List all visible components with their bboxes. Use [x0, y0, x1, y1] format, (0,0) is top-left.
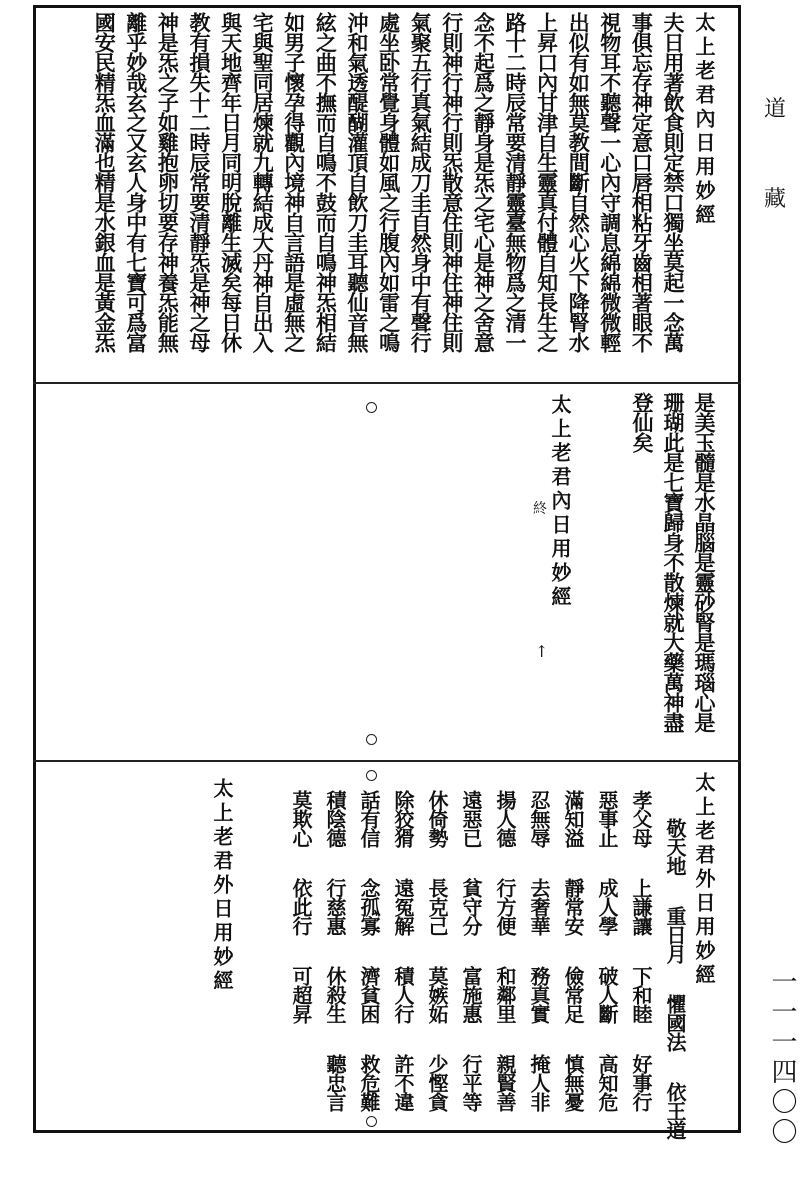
section3-phrase: [287, 1054, 316, 1142]
margin-collection-char-2: 藏: [764, 187, 787, 212]
punctuation-circle-icon: [366, 770, 377, 781]
section3-phrase: 長克己: [425, 878, 449, 935]
section1-line: 沖和氣透醍醐灌頂自飲刀圭耳聽仙音無: [345, 12, 370, 352]
section1-line: 宅與聖同居煉就九轉結成大丹神自出入: [250, 12, 276, 352]
section3-phrase: 下和睦: [629, 966, 653, 1023]
section3-phrase: 敬天地: [663, 818, 687, 875]
section3-column: [287, 790, 316, 1142]
section1-line: 行則神行神行則炁散意住則神住神住則: [439, 12, 465, 352]
section3-phrase: 許不違: [391, 1054, 415, 1111]
end-mark: 終: [533, 501, 547, 517]
section2-line: 登仙矣: [630, 392, 655, 452]
section3-phrase: 富施惠: [459, 966, 483, 1023]
section3-phrase: 孝父母: [629, 790, 653, 847]
section3-phrase: 莫欺心: [289, 790, 313, 847]
section1-title: 太上老君內日用妙經: [692, 12, 716, 228]
section3-phrase: 惡事止: [595, 790, 619, 847]
section3-phrase: 儉常足: [561, 966, 585, 1023]
section3-phrase: 高知危: [595, 1054, 619, 1111]
section3-phrase: 貧守分: [459, 878, 483, 935]
section1-line: 與天地齊年日月同明脫離生滅矣每日休: [218, 12, 244, 352]
section2-line: 珊瑚此是七寶歸身不散煉就大藥萬神盡: [661, 392, 686, 732]
section1-line: 夫日用著飲食則定禁口獨坐莫起一念萬: [661, 12, 686, 352]
section3-column: [525, 790, 554, 1142]
section2-line: 是美玉髓是水晶腦是靈砂腎是瑪瑙心是: [692, 392, 717, 732]
margin-collection-char: 道: [764, 97, 787, 122]
section1-line: 視物耳不聽聲一心內守調息綿綿微微輕: [597, 12, 623, 352]
section3-phrase: 成人學: [595, 878, 619, 935]
section1-line: 出似有如無莫教間斷自然心火下降腎水: [566, 12, 592, 352]
section-divider-1: [33, 382, 741, 384]
section3-phrase: 滿知溢: [561, 790, 585, 847]
section3-phrase: 話有信: [357, 790, 381, 847]
section3-phrase: 和鄰里: [493, 966, 517, 1023]
section1-line: 路十二時辰常要清靜靈臺無物爲之清一: [503, 12, 528, 352]
section3-column: [457, 790, 486, 1142]
section3-phrase: 遠冤解: [391, 878, 415, 935]
section1-line: 處坐卧常覺身體如風之行腹內如雷之鳴: [376, 12, 402, 352]
section3-phrase: 可超昇: [289, 966, 313, 1023]
section3-phrase: 重日月: [663, 906, 687, 963]
section3-phrase: 破人斷: [595, 966, 619, 1023]
section3-phrase: 遠惡已: [459, 790, 483, 847]
section3-phrase: 好事行: [629, 1054, 653, 1111]
section3-phrase: 行方便: [493, 878, 517, 935]
section3-column: [321, 790, 350, 1142]
section1-line: 如男子懷孕得觀內境神自言語是虛無之: [281, 12, 307, 352]
arrow-mark-icon: ↑: [535, 642, 549, 661]
section3-phrase: 依王道: [663, 1082, 687, 1139]
section3-column: [389, 790, 418, 1142]
section3-column: [491, 790, 520, 1142]
section3-column: [627, 790, 656, 1142]
section-divider-2: [33, 760, 741, 762]
section3-phrase: 積人行: [391, 966, 415, 1023]
section1-line: 事俱忘存神定意口唇相粘牙齒相著眼不: [629, 12, 655, 352]
section3-phrase: 忍無辱: [527, 790, 551, 847]
section3-phrase: 務真實: [527, 966, 551, 1023]
page-number: 一一一四〇〇: [767, 968, 797, 1148]
section3-phrase: 休殺生: [323, 966, 347, 1023]
section3-phrase: 去奢華: [527, 878, 551, 935]
section3-column: [559, 790, 588, 1142]
section3-phrase: 依此行: [289, 878, 313, 935]
section3-phrase: 掩人非: [527, 1054, 551, 1111]
section3-phrase: 揚人德: [493, 790, 517, 847]
section3-phrase: 親賢善: [493, 1054, 517, 1111]
punctuation-circle-icon: [366, 734, 377, 745]
section1-line: 氣聚五行真氣結成刀圭自然身中有聲行: [408, 12, 434, 352]
section3-phrase: 行平等: [459, 1054, 483, 1111]
section3-phrase: 少慳貪: [425, 1054, 449, 1111]
section1-line: 上昇口內甘津自生靈真付體自知長生之: [534, 12, 560, 352]
section3-phrase: 莫嫉妬: [425, 966, 449, 1023]
section1-line: 神是炁之子如雞抱卵切要存神養炁能無: [155, 12, 181, 352]
section3-phrase: 慎無憂: [561, 1054, 585, 1111]
section1-line: 念不起爲之靜身是炁之宅心是神之舍意: [471, 12, 497, 352]
section3-phrase: 靜常安: [561, 878, 585, 935]
section3-phrase: 念孤寡: [357, 878, 381, 935]
section3-phrase: 積陰德: [323, 790, 347, 847]
punctuation-circle-icon: [366, 1116, 377, 1127]
section1-line: 絃之曲不撫而自鳴不鼓而自鳴神炁相結: [313, 12, 339, 352]
section3-column: [661, 818, 690, 1170]
section3-column: [593, 790, 622, 1142]
section3-end-title: 太上老君外日用妙經: [210, 778, 234, 994]
section2-end-title: 太上老君內日用妙經: [548, 394, 572, 610]
section3-phrase: 懼國法: [663, 994, 687, 1051]
section3-phrase: 濟貧困: [357, 966, 381, 1023]
section3-phrase: 行慈惠: [323, 878, 347, 935]
section1-line: 國安民精炁血滿也精是水銀血是黃金炁: [92, 12, 118, 352]
section1-line: 離乎妙哉玄之又玄人身中有七寶可爲富: [123, 12, 149, 352]
section1-line: 教有損失十二時辰常要清靜炁是神之母: [187, 12, 212, 352]
section3-phrase: 聽忠言: [323, 1054, 347, 1111]
section3-phrase: 上謙讓: [629, 878, 653, 935]
section3-phrase: 救危難: [357, 1054, 381, 1111]
section3-phrase: 休倚勢: [425, 790, 449, 847]
section3-phrase: 除狡猾: [391, 790, 415, 847]
punctuation-circle-icon: [366, 402, 377, 413]
section3-column: [423, 790, 452, 1142]
section3-column: [355, 790, 384, 1142]
section3-title: 太上老君外日用妙經: [692, 772, 716, 988]
